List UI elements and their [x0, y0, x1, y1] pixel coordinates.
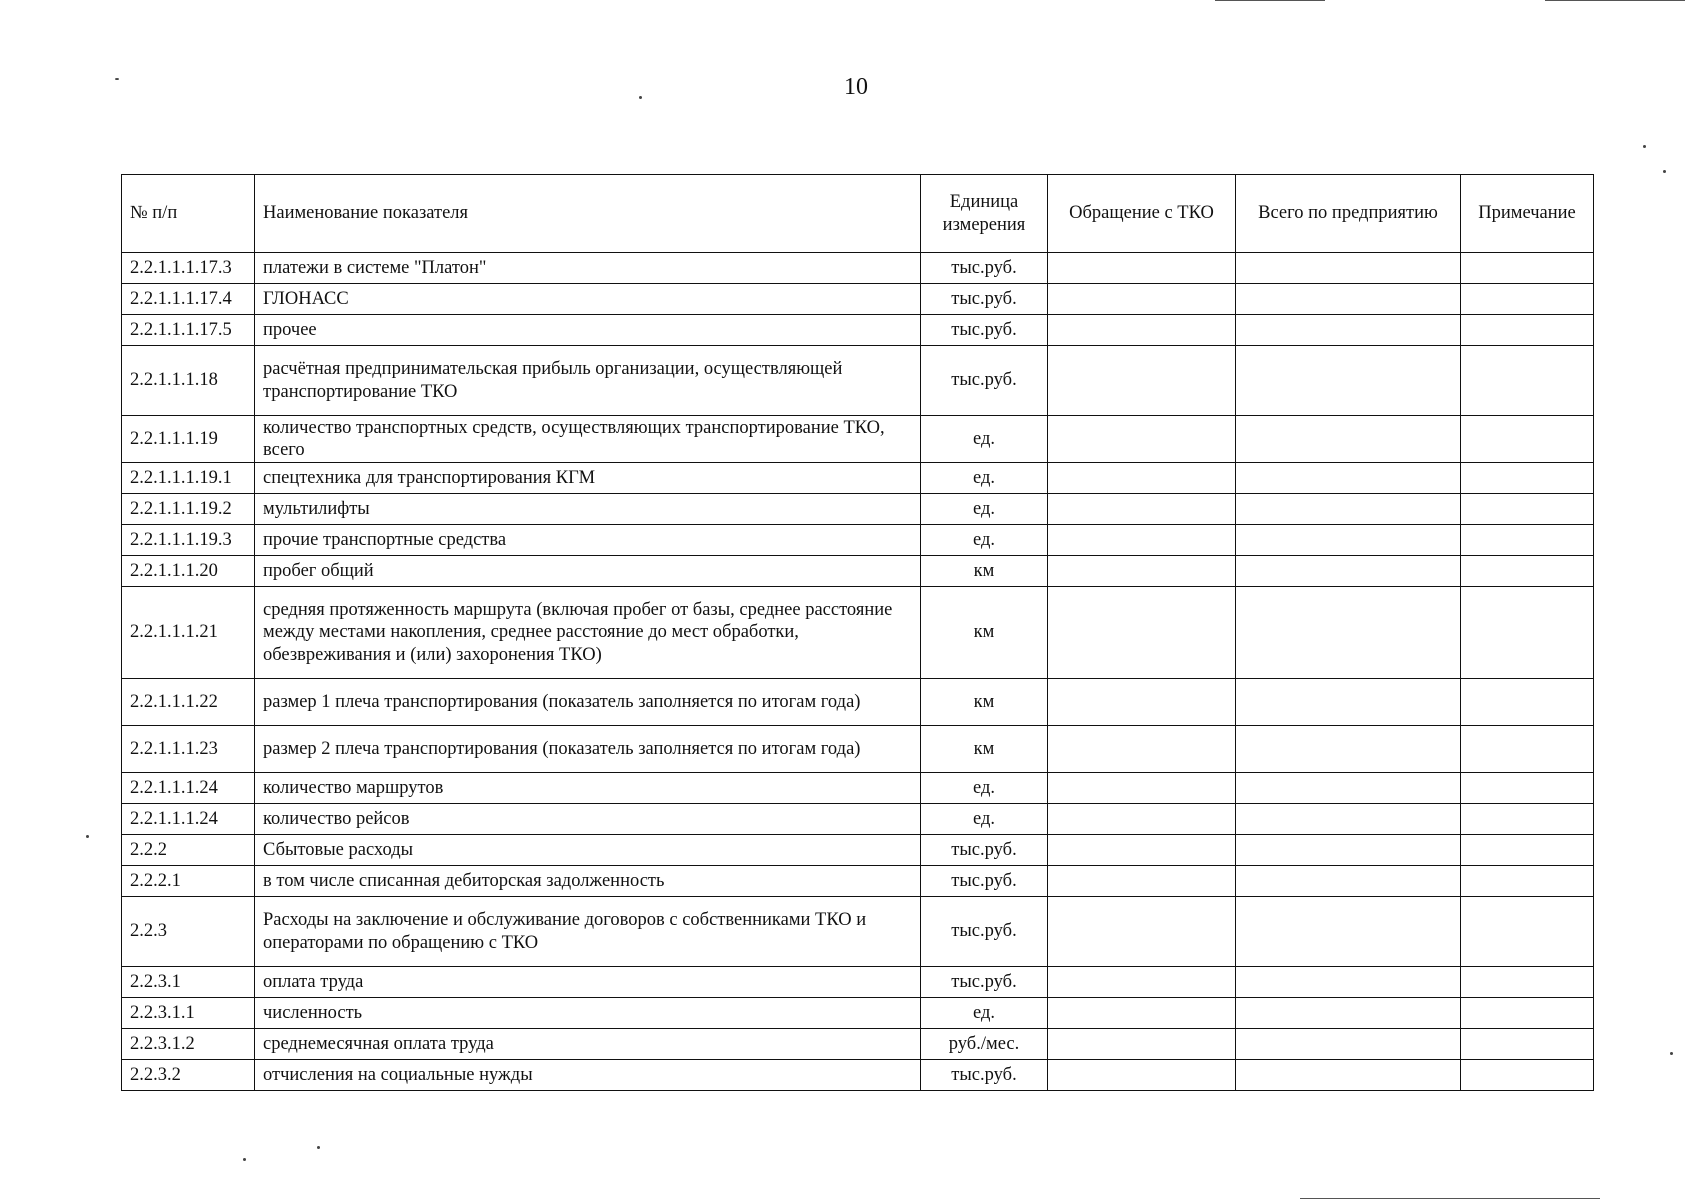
row-unit: руб./мес.	[921, 1029, 1048, 1060]
row-unit: ед.	[921, 804, 1048, 835]
scan-artifact	[639, 96, 642, 99]
table-body	[122, 253, 1594, 1091]
table-row	[122, 967, 1594, 998]
row-tko-value	[1048, 525, 1236, 556]
row-tko-value	[1048, 1029, 1236, 1060]
header-note: Примечание	[1461, 175, 1594, 253]
scan-artifact	[1215, 0, 1325, 1]
row-total-value	[1236, 804, 1461, 835]
table-row	[122, 253, 1594, 284]
row-unit: км	[921, 587, 1048, 679]
row-number: 2.2.2.1	[122, 866, 255, 897]
row-tko-value	[1048, 284, 1236, 315]
table-header-row	[122, 175, 1594, 253]
table-row	[122, 525, 1594, 556]
row-note	[1461, 525, 1594, 556]
row-unit: тыс.руб.	[921, 835, 1048, 866]
row-total-value	[1236, 416, 1461, 463]
row-number: 2.2.1.1.1.19.2	[122, 494, 255, 525]
row-tko-value	[1048, 253, 1236, 284]
row-total-value	[1236, 998, 1461, 1029]
row-note	[1461, 284, 1594, 315]
scan-artifact	[1670, 1052, 1673, 1055]
row-indicator-name: количество транспортных средств, осуществляющих транспортирование ТКО, всего	[255, 416, 921, 463]
row-unit: км	[921, 679, 1048, 726]
scan-artifact	[243, 1158, 246, 1161]
row-tko-value	[1048, 494, 1236, 525]
row-total-value	[1236, 525, 1461, 556]
row-indicator-name: платежи в системе "Платон"	[255, 253, 921, 284]
header-name: Наименование показателя	[255, 175, 921, 253]
table-row	[122, 416, 1594, 463]
table-row	[122, 835, 1594, 866]
row-tko-value	[1048, 346, 1236, 416]
row-indicator-name: количество рейсов	[255, 804, 921, 835]
row-indicator-name: Сбытовые расходы	[255, 835, 921, 866]
row-indicator-name: численность	[255, 998, 921, 1029]
row-total-value	[1236, 494, 1461, 525]
row-total-value	[1236, 556, 1461, 587]
row-indicator-name: расчётная предпринимательская прибыль организации, осуществляющей транспортирование ТКО	[255, 346, 921, 416]
row-tko-value	[1048, 463, 1236, 494]
row-tko-value	[1048, 835, 1236, 866]
row-number: 2.2.1.1.1.21	[122, 587, 255, 679]
row-indicator-name: размер 1 плеча транспортирования (показатель заполняется по итогам года)	[255, 679, 921, 726]
row-number: 2.2.1.1.1.17.5	[122, 315, 255, 346]
row-note	[1461, 679, 1594, 726]
row-indicator-name: в том числе списанная дебиторская задолженность	[255, 866, 921, 897]
row-total-value	[1236, 587, 1461, 679]
row-note	[1461, 494, 1594, 525]
row-indicator-name: пробег общий	[255, 556, 921, 587]
row-unit: тыс.руб.	[921, 284, 1048, 315]
row-number: 2.2.1.1.1.19.3	[122, 525, 255, 556]
table-row	[122, 494, 1594, 525]
row-total-value	[1236, 897, 1461, 967]
row-number: 2.2.1.1.1.20	[122, 556, 255, 587]
row-note	[1461, 556, 1594, 587]
row-indicator-name: количество маршрутов	[255, 773, 921, 804]
row-note	[1461, 416, 1594, 463]
page-number: 10	[844, 74, 868, 100]
row-indicator-name: ГЛОНАСС	[255, 284, 921, 315]
row-tko-value	[1048, 726, 1236, 773]
row-unit: ед.	[921, 525, 1048, 556]
row-indicator-name: прочее	[255, 315, 921, 346]
scan-artifact	[1300, 1198, 1600, 1199]
row-total-value	[1236, 773, 1461, 804]
row-number: 2.2.1.1.1.19.1	[122, 463, 255, 494]
table-row	[122, 463, 1594, 494]
row-total-value	[1236, 463, 1461, 494]
scan-artifact	[1545, 0, 1685, 1]
row-tko-value	[1048, 679, 1236, 726]
row-number: 2.2.1.1.1.18	[122, 346, 255, 416]
table-row	[122, 346, 1594, 416]
row-note	[1461, 253, 1594, 284]
table-row	[122, 315, 1594, 346]
row-unit: тыс.руб.	[921, 315, 1048, 346]
table-row	[122, 866, 1594, 897]
row-number: 2.2.3	[122, 897, 255, 967]
row-indicator-name: Расходы на заключение и обслуживание договоров с собственниками ТКО и операторами по обращению с ТКО	[255, 897, 921, 967]
indicators-table	[121, 174, 1594, 1091]
header-num: № п/п	[122, 175, 255, 253]
row-unit: тыс.руб.	[921, 253, 1048, 284]
table-row	[122, 1060, 1594, 1091]
row-indicator-name: средняя протяженность маршрута (включая пробег от базы, среднее расстояние между местами накопления, среднее расстояние до мест обработки, обезвреживания и (или) захоронения ТКО)	[255, 587, 921, 679]
scan-artifact	[115, 78, 119, 80]
row-note	[1461, 726, 1594, 773]
row-number: 2.2.1.1.1.17.3	[122, 253, 255, 284]
row-unit: ед.	[921, 773, 1048, 804]
row-total-value	[1236, 726, 1461, 773]
row-note	[1461, 773, 1594, 804]
row-unit: тыс.руб.	[921, 967, 1048, 998]
row-number: 2.2.3.1	[122, 967, 255, 998]
row-unit: ед.	[921, 416, 1048, 463]
row-number: 2.2.2	[122, 835, 255, 866]
row-total-value	[1236, 835, 1461, 866]
row-unit: ед.	[921, 494, 1048, 525]
scan-artifact	[1643, 145, 1646, 148]
row-number: 2.2.3.2	[122, 1060, 255, 1091]
table-row	[122, 679, 1594, 726]
row-total-value	[1236, 315, 1461, 346]
row-note	[1461, 835, 1594, 866]
row-number: 2.2.1.1.1.17.4	[122, 284, 255, 315]
row-note	[1461, 315, 1594, 346]
row-number: 2.2.1.1.1.23	[122, 726, 255, 773]
scan-artifact	[317, 1146, 320, 1149]
row-tko-value	[1048, 1060, 1236, 1091]
header-tko: Обращение с ТКО	[1048, 175, 1236, 253]
row-total-value	[1236, 866, 1461, 897]
row-unit: тыс.руб.	[921, 897, 1048, 967]
row-indicator-name: оплата труда	[255, 967, 921, 998]
row-total-value	[1236, 1029, 1461, 1060]
table-row	[122, 587, 1594, 679]
row-indicator-name: спецтехника для транспортирования КГМ	[255, 463, 921, 494]
row-tko-value	[1048, 998, 1236, 1029]
row-unit: км	[921, 726, 1048, 773]
row-total-value	[1236, 253, 1461, 284]
row-indicator-name: размер 2 плеча транспортирования (показатель заполняется по итогам года)	[255, 726, 921, 773]
scan-artifact	[1663, 170, 1666, 173]
row-tko-value	[1048, 804, 1236, 835]
row-unit: тыс.руб.	[921, 1060, 1048, 1091]
row-total-value	[1236, 346, 1461, 416]
row-indicator-name: мультилифты	[255, 494, 921, 525]
row-total-value	[1236, 1060, 1461, 1091]
header-total: Всего по предприятию	[1236, 175, 1461, 253]
row-note	[1461, 463, 1594, 494]
row-number: 2.2.1.1.1.19	[122, 416, 255, 463]
row-tko-value	[1048, 967, 1236, 998]
row-tko-value	[1048, 866, 1236, 897]
row-tko-value	[1048, 587, 1236, 679]
table-row	[122, 556, 1594, 587]
row-number: 2.2.3.1.1	[122, 998, 255, 1029]
row-total-value	[1236, 967, 1461, 998]
scan-artifact	[86, 835, 89, 838]
table-row	[122, 284, 1594, 315]
row-total-value	[1236, 284, 1461, 315]
row-tko-value	[1048, 897, 1236, 967]
row-number: 2.2.1.1.1.22	[122, 679, 255, 726]
row-unit: тыс.руб.	[921, 346, 1048, 416]
row-note	[1461, 587, 1594, 679]
row-note	[1461, 866, 1594, 897]
row-number: 2.2.1.1.1.24	[122, 804, 255, 835]
header-unit: Единица измерения	[921, 175, 1048, 253]
row-note	[1461, 804, 1594, 835]
table-row	[122, 773, 1594, 804]
row-number: 2.2.1.1.1.24	[122, 773, 255, 804]
row-indicator-name: отчисления на социальные нужды	[255, 1060, 921, 1091]
row-tko-value	[1048, 773, 1236, 804]
row-note	[1461, 1060, 1594, 1091]
row-note	[1461, 897, 1594, 967]
row-note	[1461, 998, 1594, 1029]
row-note	[1461, 346, 1594, 416]
row-tko-value	[1048, 556, 1236, 587]
table-row	[122, 726, 1594, 773]
table-row	[122, 804, 1594, 835]
row-indicator-name: среднемесячная оплата труда	[255, 1029, 921, 1060]
row-unit: тыс.руб.	[921, 866, 1048, 897]
row-unit: ед.	[921, 998, 1048, 1029]
row-unit: ед.	[921, 463, 1048, 494]
row-unit: км	[921, 556, 1048, 587]
table-row	[122, 1029, 1594, 1060]
row-note	[1461, 1029, 1594, 1060]
table-row	[122, 998, 1594, 1029]
row-note	[1461, 967, 1594, 998]
row-total-value	[1236, 679, 1461, 726]
row-tko-value	[1048, 416, 1236, 463]
row-indicator-name: прочие транспортные средства	[255, 525, 921, 556]
row-number: 2.2.3.1.2	[122, 1029, 255, 1060]
row-tko-value	[1048, 315, 1236, 346]
table-row	[122, 897, 1594, 967]
